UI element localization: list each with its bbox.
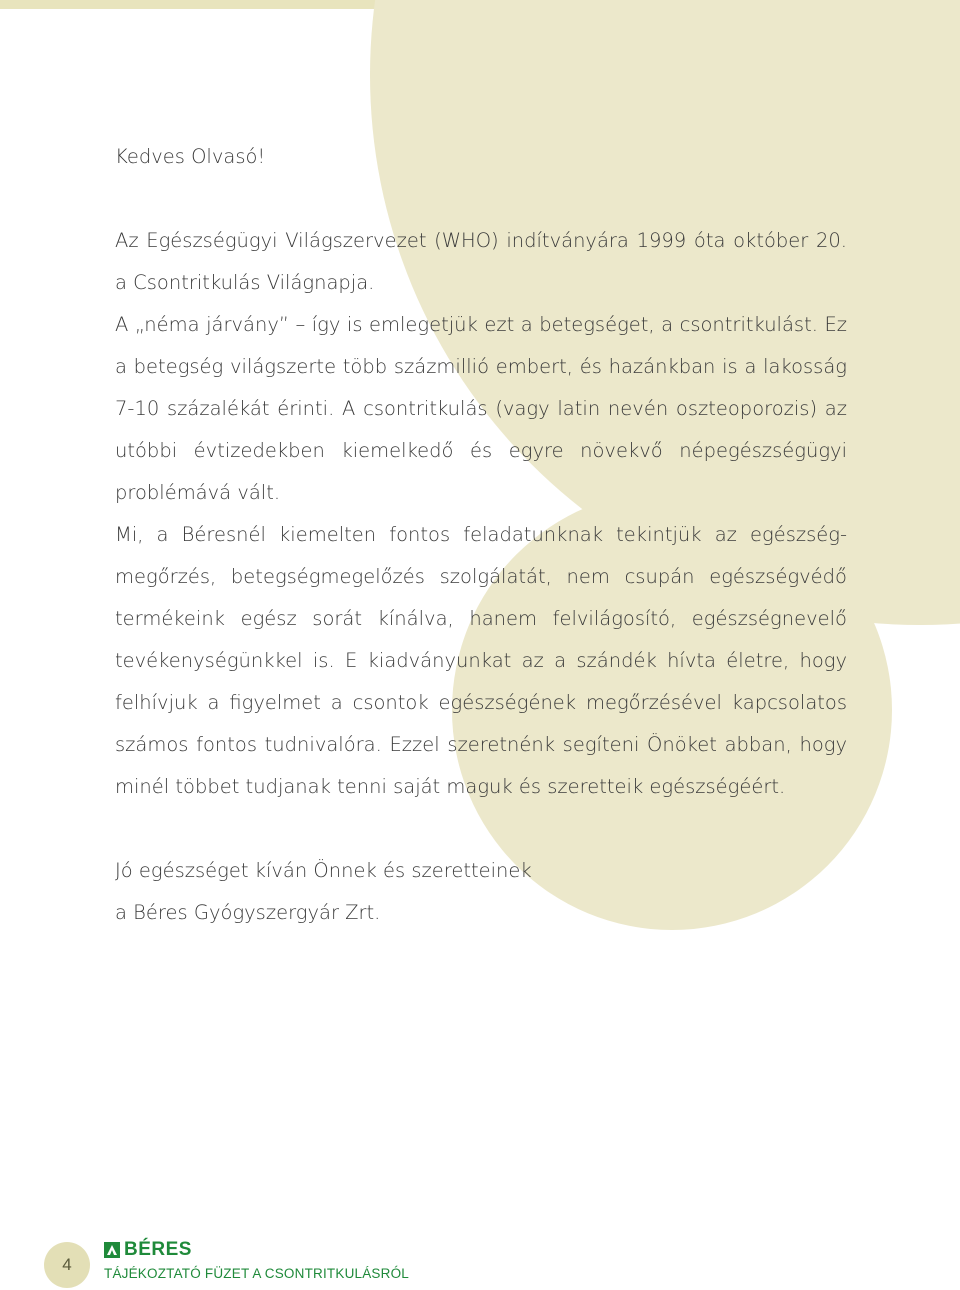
brand-name: BÉRES bbox=[124, 1239, 192, 1260]
brand-subtitle: TÁJÉKOZTATÓ FÜZET A CSONTRITKULÁSRÓL bbox=[104, 1266, 409, 1281]
letter-body bbox=[115, 136, 847, 934]
closing-line-2: a Béres Gyógyszergyár Zrt. bbox=[115, 901, 381, 924]
letter-paragraph-3: Mi, a Béresnél kiemelten fontos feladatunknak tekintjük az egészségmegőrzés, betegségmegelőzés szolgálatát, nem csupán egészségvédő termékeink egész sorát kínálva, hanem felvilágosító, egészségnevelő tevékenységünkkel is. E kiadványunkat az a szándék hívta életre, hogy felhívjuk a figyelmet a csontok egészségének megőrzésével kapcsolatos számos fontos tudnivalóra. Ezzel szeretnénk segíteni Önöket abban, hogy minél többet tudjanak tenni saját maguk és szeretteik egészségéért. bbox=[115, 523, 847, 798]
closing-line-1: Jó egészséget kíván Önnek és szeretteinek bbox=[115, 859, 532, 882]
letter-greeting: Kedves Olvasó! bbox=[115, 145, 266, 168]
footer bbox=[0, 1230, 960, 1290]
brand-block bbox=[104, 1239, 409, 1281]
letter-paragraph-1: Az Egészségügyi Világszervezet (WHO) indítványára 1999 óta október 20. a Csontritkulás Világnapja. bbox=[115, 229, 847, 294]
letter-paragraph-2: A „néma járvány” – így is emlegetjük ezt a betegséget, a csontritkulást. Ez a betegség világszerte több százmillió embert, és hazánkban is a lakosság 7-10 százalékát érinti. A csontritkulás (vagy latin nevén oszteoporozis) az utóbbi évtizedekben kiemelkedő és egyre növekvő népegészségügyi problémává vált. bbox=[115, 313, 847, 504]
brand-logo bbox=[104, 1239, 409, 1261]
page-number: 4 bbox=[44, 1242, 90, 1288]
beres-logo-icon bbox=[104, 1242, 120, 1258]
letter-closing bbox=[115, 850, 847, 934]
